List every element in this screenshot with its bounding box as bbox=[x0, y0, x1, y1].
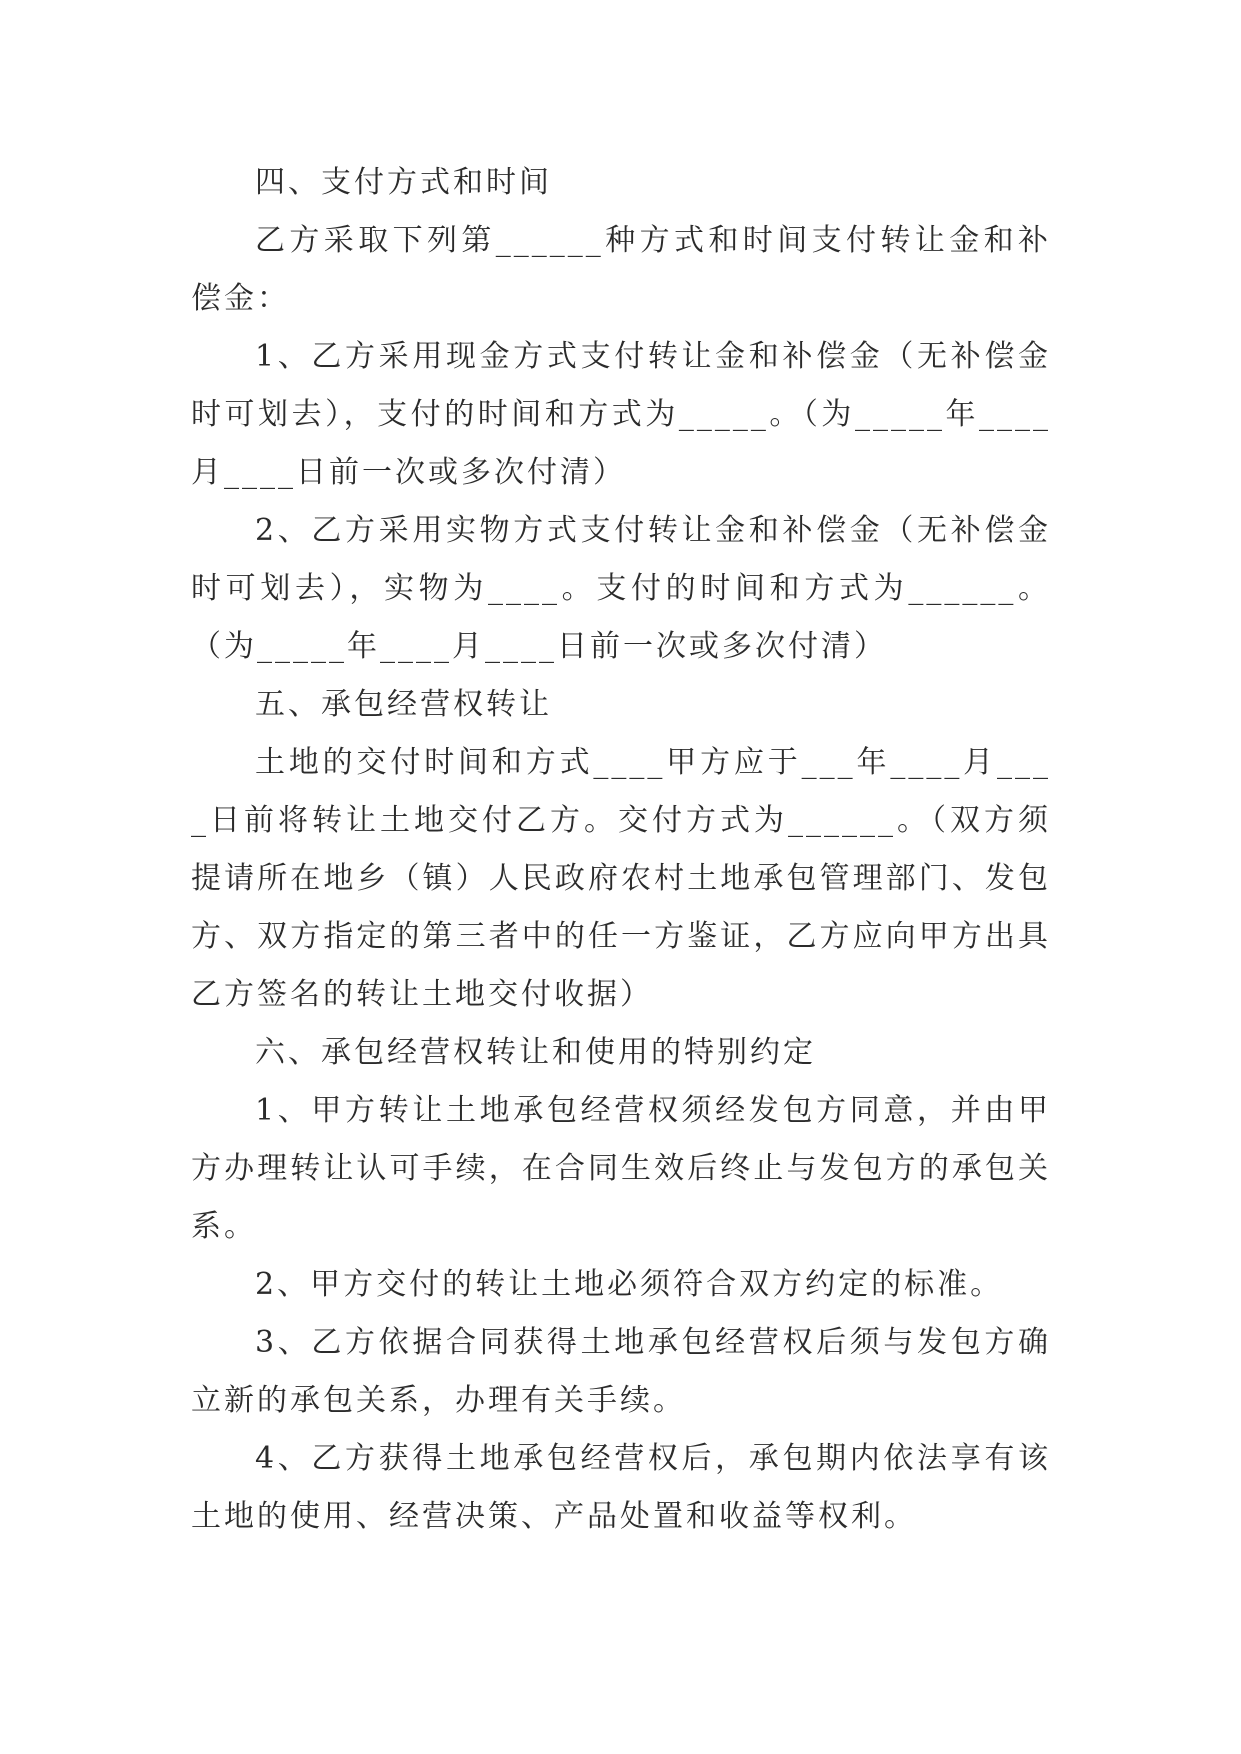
section-heading-special-terms: 六、承包经营权转让和使用的特别约定 bbox=[255, 1035, 816, 1070]
document-body bbox=[191, 154, 1051, 1546]
paragraph-cash-payment: 1、乙方采用现金方式支付转让金和补偿金（无补偿金时可划去），支付的时间和方式为_____。（为_____年____月____日前一次或多次付清） bbox=[191, 339, 1051, 490]
paragraph-term-4: 4、乙方获得土地承包经营权后，承包期内依法享有该土地的使用、经营决策、产品处置和收益等权利。 bbox=[191, 1441, 1051, 1534]
section-heading-payment: 四、支付方式和时间 bbox=[255, 165, 552, 200]
paragraph-land-delivery: 土地的交付时间和方式____甲方应于___年____月____日前将转让土地交付乙方。交付方式为______。（双方须提请所在地乡（镇）人民政府农村土地承包管理部门、发包方、双方指定的第三者中的任一方鉴证，乙方应向甲方出具乙方签名的转让土地交付收据） bbox=[191, 745, 1051, 1012]
paragraph-term-1: 1、甲方转让土地承包经营权须经发包方同意，并由甲方办理转让认可手续，在合同生效后终止与发包方的承包关系。 bbox=[191, 1093, 1051, 1244]
paragraph-term-2: 2、甲方交付的转让土地必须符合双方约定的标准。 bbox=[255, 1267, 1004, 1302]
paragraph-payment-method: 乙方采取下列第______种方式和时间支付转让金和补偿金： bbox=[191, 223, 1051, 316]
paragraph-in-kind-payment: 2、乙方采用实物方式支付转让金和补偿金（无补偿金时可划去），实物为____。支付的时间和方式为______。（为_____年____月____日前一次或多次付清） bbox=[191, 513, 1051, 664]
section-heading-transfer: 五、承包经营权转让 bbox=[255, 687, 552, 722]
paragraph-term-3: 3、乙方依据合同获得土地承包经营权后须与发包方确立新的承包关系，办理有关手续。 bbox=[191, 1325, 1051, 1418]
